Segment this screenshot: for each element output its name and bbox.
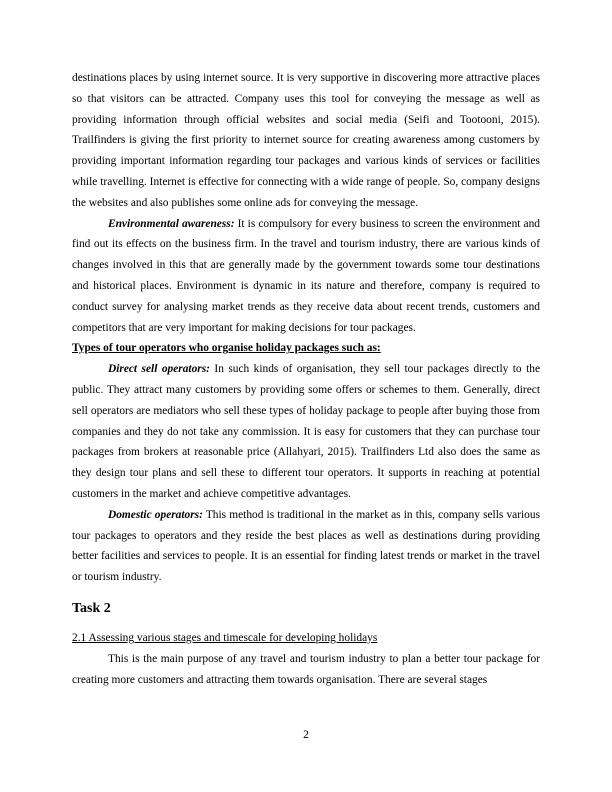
page-number: 2 bbox=[303, 729, 309, 741]
paragraph-direct-sell-operators bbox=[72, 359, 540, 505]
section-heading: 2.1 Assessing various stages and timescale for developing holidays bbox=[72, 631, 378, 644]
types-heading: Types of tour operators who organise holiday packages such as: bbox=[72, 342, 381, 355]
paragraph-direct-sell-operators-text: In such kinds of organisation, they sell tour packages directly to the public. They attract many customers by providing some offers or schemes to them. Generally, direct sell operators are mediators who sell these types of holiday package to people after buying those from companies and they do not take any commission. It is easy for customers that they can purchase tour packages from brokers at reasonable price (Allahyari, 2015). Trailfinders Ltd also does the same as they design tour plans and sell these to different tour operators. It supports in reaching at potential customers in the market and achieve competitive advantages. bbox=[72, 363, 540, 500]
term-direct-sell-operators: Direct sell operators: bbox=[108, 363, 210, 376]
paragraph-environmental-awareness bbox=[72, 214, 540, 339]
paragraph-stages: This is the main purpose of any travel and tourism industry to plan a better tour package for creating more customers and attracting them towards organisation. There are several stages bbox=[72, 652, 540, 686]
paragraph-domestic-operators-text: This method is traditional in the market as in this, company sells various tour packages to operators and they reside the best places as well as destinations during providing better facilities and services to people. It is an essential for finding latest trends or market in the travel or tourism industry. bbox=[72, 508, 540, 584]
paragraph-domestic-operators bbox=[72, 505, 540, 588]
term-domestic-operators: Domestic operators: bbox=[108, 508, 203, 521]
term-environmental-awareness: Environmental awareness: bbox=[108, 217, 235, 230]
document-page bbox=[72, 68, 540, 690]
paragraph-internet-source: destinations places by using internet source. It is very supportive in discovering more attractive places so that visitors can be attracted. Company uses this tool for conveying the message as well as providing information through official websites and social media (Seifi and Tootooni, 2015). Trailfinders is giving the first priority to internet source for creating awareness among customers by providing important information regarding tour packages and various kinds of services or facilities while travelling. Internet is effective for connecting with a wide range of people. So, company designs the websites and also publishes some online ads for conveying the message. bbox=[72, 72, 540, 209]
task-heading: Task 2 bbox=[72, 600, 111, 616]
paragraph-environmental-awareness-text: It is compulsory for every business to screen the environment and find out its effects on the business firm. In the travel and tourism industry, there are various kinds of changes involved in this that are generally made by the government towards some tour destinations and historical places. Environment is dynamic in its nature and therefore, company is required to conduct survey for analysing market trends as they receive data about recent trends, customers and competitors that are very important for making decisions for tour packages. bbox=[72, 217, 540, 334]
